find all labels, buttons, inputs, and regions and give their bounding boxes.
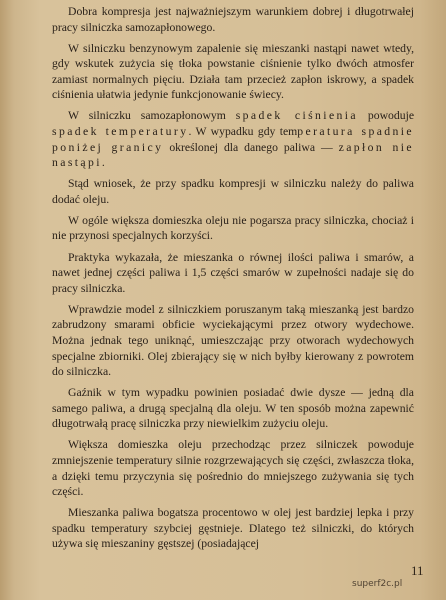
paragraph-2: W silniczku benzynowym zapalenie się mieszanki nastąpi nawet wtedy, gdy wskutek zużycia się tłoka powstanie ciśnienie tylko dwóch atmosfer zamiast normalnych pięciu. Działa tam przecież zapłon iskrowy, a spadek ciśnienia ułatwia jedynie funkcjonowanie świecy. xyxy=(52,41,414,102)
spaced-phrase: peratura spadnie poniżej granicy xyxy=(52,125,415,154)
page-number: 11 xyxy=(411,563,424,578)
page-text xyxy=(52,4,414,557)
paragraph-9: Większa domieszka oleju przechodząc przez silniczek powoduje zmniejszenie temperatury silnie rozgrzewających się części, zwłaszcza tłoka, a dzięki temu przyczynia się pośrednio do mniejszego zużywania się tych części. xyxy=(52,438,414,499)
spaced-phrase: zapłon nie nastąpi xyxy=(52,140,414,170)
spaced-phrase: spadek ciśnienia xyxy=(235,109,359,123)
paragraph-6: Praktyka wykazała, że mieszanka o równej ilości paliwa i smarów, a nawet jednej części paliwa i 1,5 części smarów w zupełności nadaje się do pracy silniczka. xyxy=(52,250,414,295)
paragraph-3: W silniczku samozapłonowym spadek ciśnienia powoduje spadek temperatury. W wypadku gdy temperatura spadnie poniżej granicy określonej dla danego paliwa — zapłon nie nastąpi. xyxy=(52,109,415,170)
watermark-text: superf2c.pl xyxy=(352,579,403,589)
paragraph-7: Wprawdzie model z silniczkiem poruszanym taką mieszanką jest bardzo zabrudzony smarami obficie wyciekającymi przez otwory wydechowe. Można jednak tego uniknąć, umieszczając przy otworach wydechowych specjalne zbiorniki. Olej zbierający się w nich byłby kierowany z powrotem do silniczka. xyxy=(52,302,414,379)
paragraph-8: Gaźnik w tym wypadku powinien posiadać dwie dysze — jedną dla samego paliwa, a drugą specjalną dla oleju. W ten sposób można zapewnić długotrwałą pracę silniczka przy niewielkim zużyciu oleju. xyxy=(52,386,414,431)
paragraph-4: Stąd wniosek, że przy spadku kompresji w silniczku należy do paliwa dodać oleju. xyxy=(52,177,414,206)
paragraph-5: W ogóle większa domieszka oleju nie pogarsza pracy silniczka, chociaż i nie przynosi specjalnych korzyści. xyxy=(52,213,414,243)
spaced-phrase: spadek temperatury xyxy=(52,125,189,139)
paragraph-10: Mieszanka paliwa bogatsza procentowo w olej jest bardziej lepka i przy spadku temperatury szybciej gęstnieje. Dlatego też silniczki, do których używa się mieszaniny gęstszej (posiadającej xyxy=(52,506,414,551)
paragraph-1: Dobra kompresja jest najważniejszym warunkiem dobrej i długotrwałej pracy silniczka samozapłonowego. xyxy=(52,5,414,34)
